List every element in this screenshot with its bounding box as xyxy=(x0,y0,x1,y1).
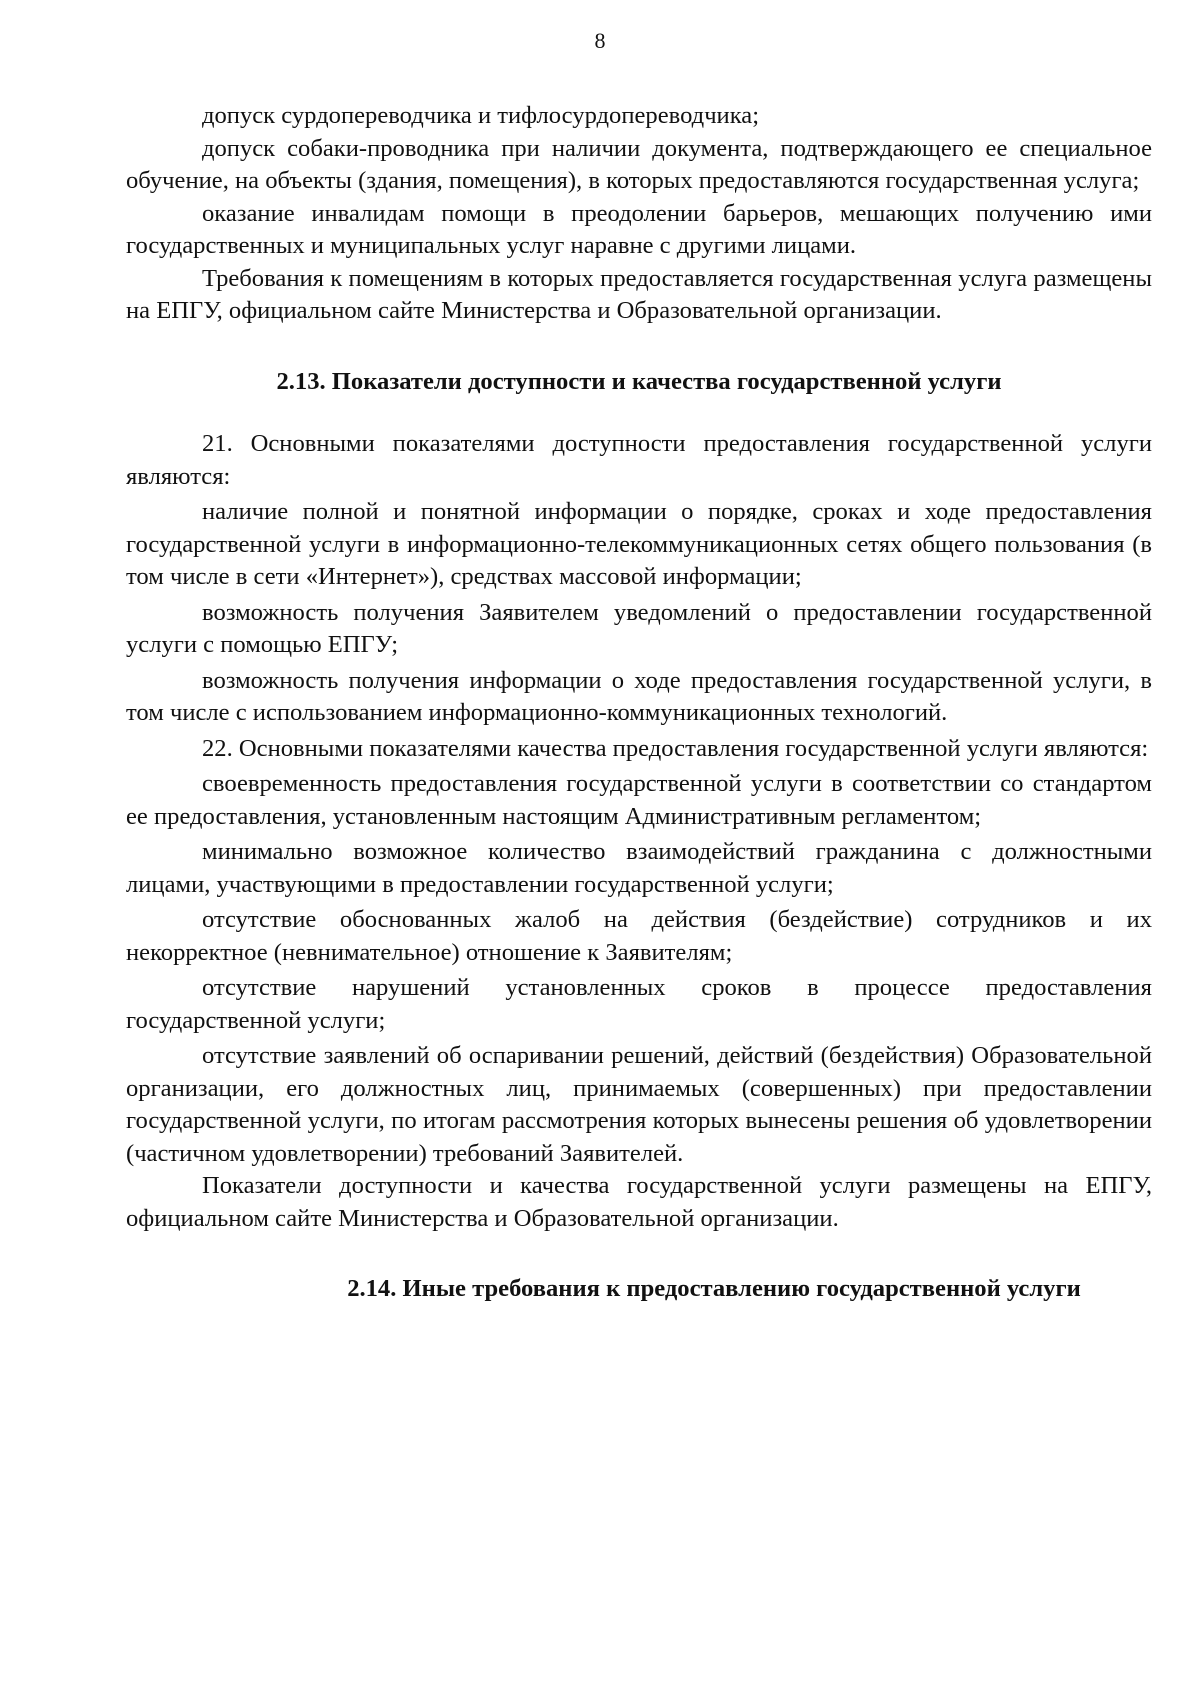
section-heading-2-14: 2.14. Иные требования к предоставлению государственной услуги xyxy=(347,1275,1081,1302)
paragraph-premises-requirements: Требования к помещениям в которых предоставляется государственная услуга размещены на ЕПГУ, официальном сайте Министерства и Образовательной организации. xyxy=(126,264,1152,324)
paragraph-no-disputes: отсутствие заявлений об оспаривании решений, действий (бездействия) Образовательной организации, его должностных лиц, принимаемых (совершенных) при предоставлении государственной услуги, по итогам рассмотрения которых вынесены решения об удовлетворении (частичном удовлетворении) требований Заявителей. xyxy=(126,1042,1152,1167)
paragraph-timeliness: своевременность предоставления государственной услуги в соответствии со стандартом ее предоставления, установленным настоящим Административным регламентом; xyxy=(126,770,1152,830)
paragraph-minimal-interactions: минимально возможное количество взаимодействий гражданина с должностными лицами, участвующими в предоставлении государственной услуги; xyxy=(126,838,1152,898)
paragraph-information-availability: наличие полной и понятной информации о порядке, сроках и ходе предоставления государственной услуги в информационно-телекоммуникационных сетях общего пользования (в том числе в сети «Интернет»), средствах массовой информации; xyxy=(126,498,1152,590)
document-body xyxy=(126,100,1152,1306)
section-heading-2-13: 2.13. Показатели доступности и качества государственной услуги xyxy=(276,367,1002,395)
paragraph-notifications-epgu: возможность получения Заявителем уведомлений о предоставлении государственной услуги с помощью ЕПГУ; xyxy=(126,598,1152,658)
paragraph-22-quality-indicators: 22. Основными показателями качества предоставления государственной услуги являются: xyxy=(202,734,1149,762)
paragraph-no-deadline-violations: отсутствие нарушений установленных сроков в процессе предоставления государственной услуги; xyxy=(126,974,1152,1034)
paragraph-no-complaints: отсутствие обоснованных жалоб на действия (бездействие) сотрудников и их некорректное (невнимательное) отношение к Заявителям; xyxy=(126,906,1152,966)
paragraph-progress-information: возможность получения информации о ходе предоставления государственной услуги, в том числе с использованием информационно-коммуникационных технологий. xyxy=(126,666,1152,726)
paragraph-sign-interpreter: допуск сурдопереводчика и тифлосурдопереводчика; xyxy=(202,102,760,129)
paragraph-guide-dog: допуск собаки-проводника при наличии документа, подтверждающего ее специальное обучение, на объекты (здания, помещения), в которых предоставляются государственная услуга; xyxy=(126,134,1152,194)
paragraph-indicators-published: Показатели доступности и качества государственной услуги размещены на ЕПГУ, официальном сайте Министерства и Образовательной организации. xyxy=(126,1172,1152,1232)
page-number: 8 xyxy=(594,28,606,53)
paragraph-21-accessibility-indicators: 21. Основными показателями доступности предоставления государственной услуги являются: xyxy=(126,430,1152,490)
paragraph-disabled-assistance: оказание инвалидам помощи в преодолении барьеров, мешающих получению ими государственных и муниципальных услуг наравне с другими лицами. xyxy=(126,199,1152,259)
